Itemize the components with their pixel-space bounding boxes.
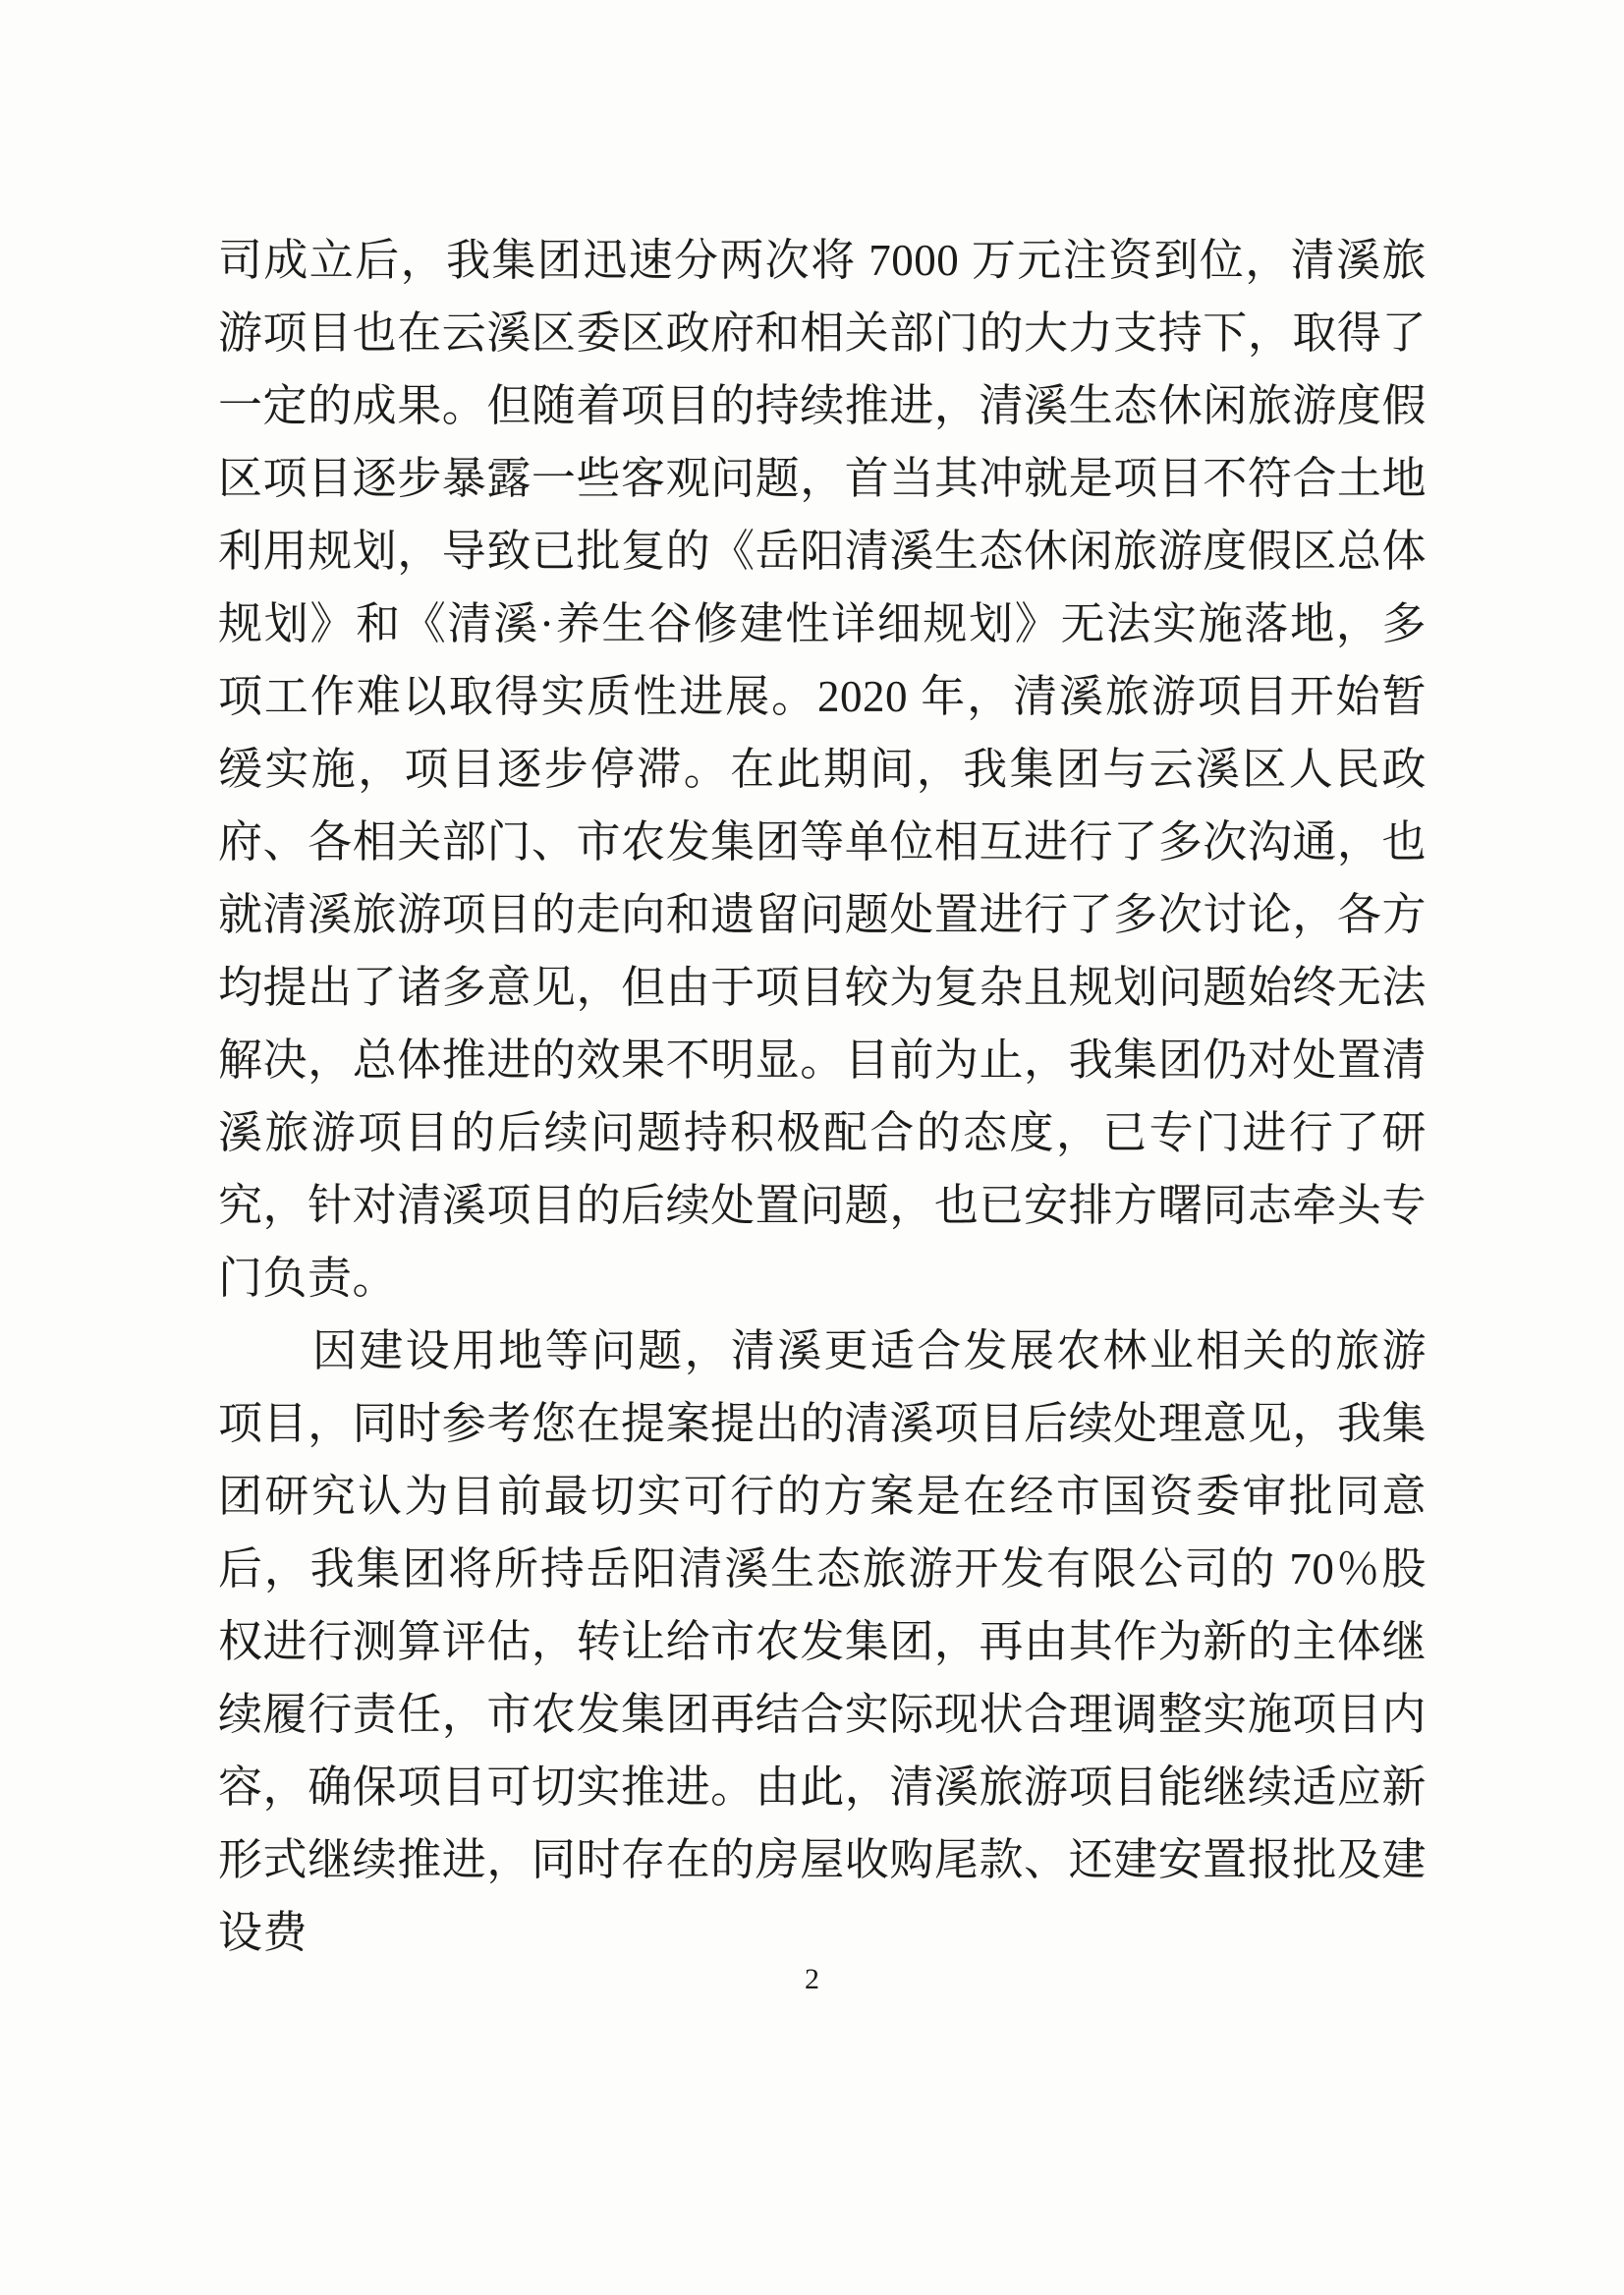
page-number: 2 — [805, 1963, 819, 1995]
paragraph-1: 司成立后，我集团迅速分两次将 7000 万元注资到位，清溪旅游项目也在云溪区委区政府和相关部门的大力支持下，取得了一定的成果。但随着项目的持续推进，清溪生态休闲旅游度假区项目逐步暴露一些客观问题，首当其冲就是项目不符合土地利用规划，导致已批复的《岳阳清溪生态休闲旅游度假区总体规划》和《清溪·养生谷修建性详细规划》无法实施落地，多项工作难以取得实质性进展。2020 年，清溪旅游项目开始暂缓实施，项目逐步停滞。在此期间，我集团与云溪区人民政府、各相关部门、市农发集团等单位相互进行了多次沟通，也就清溪旅游项目的走向和遗留问题处置进行了多次讨论，各方均提出了诸多意见，但由于项目较为复杂且规划问题始终无法解决，总体推进的效果不明显。目前为止，我集团仍对处置清溪旅游项目的后续问题持积极配合的态度，已专门进行了研究，针对清溪项目的后续处置问题，也已安排方曙同志牵头专门负责。 — [218, 236, 1427, 1303]
paragraph-2: 因建设用地等问题，清溪更适合发展农林业相关的旅游项目，同时参考您在提案提出的清溪项目后续处理意见，我集团研究认为目前最切实可行的方案是在经市国资委审批同意后，我集团将所持岳阳清溪生态旅游开发有限公司的 70％股权进行测算评估，转让给市农发集团，再由其作为新的主体继续履行责任，市农发集团再结合实际现状合理调整实施项目内容，确保项目可切实推进。由此，清溪旅游项目能继续适应新形式继续推进，同时存在的房屋收购尾款、还建安置报批及建设费 — [218, 1326, 1427, 1957]
document-body — [218, 224, 1427, 1969]
page-content — [218, 224, 1427, 1969]
